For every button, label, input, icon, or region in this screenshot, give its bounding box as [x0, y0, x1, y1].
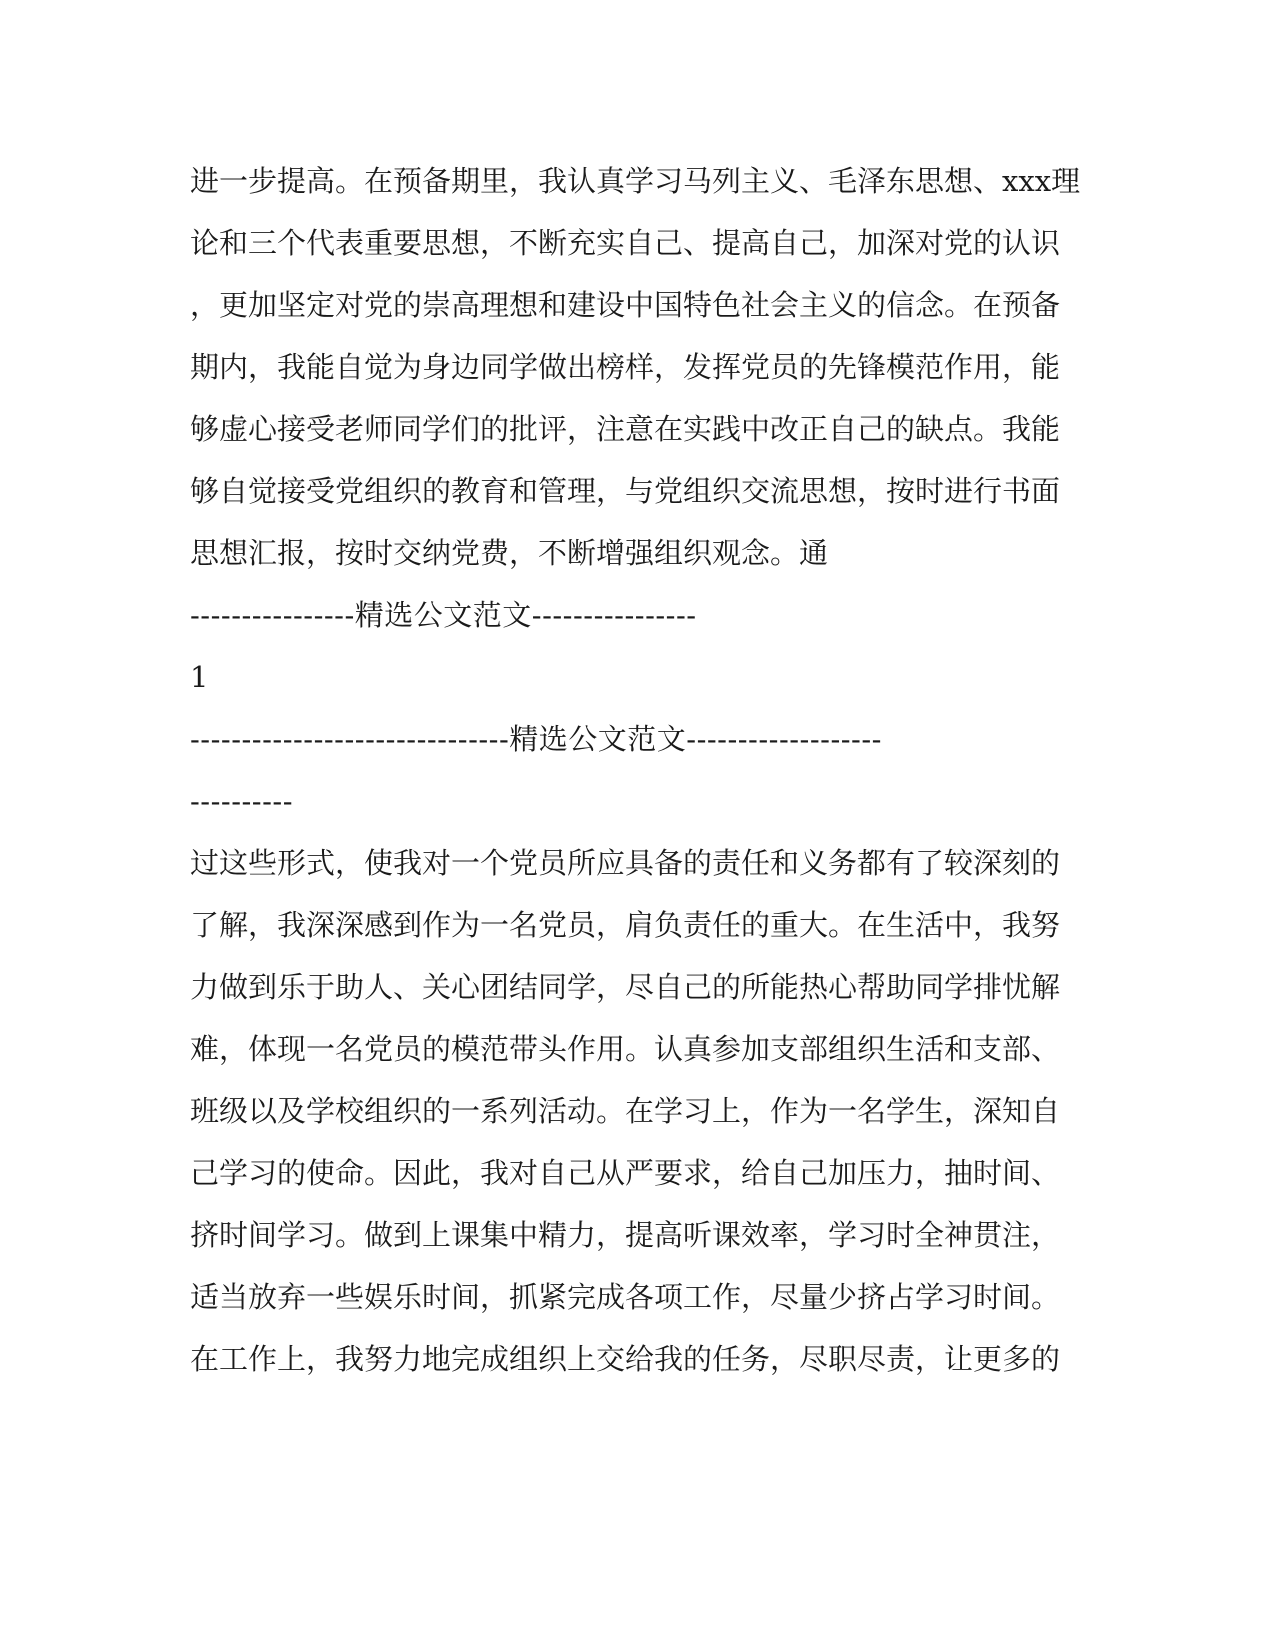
body-text-line: 力做到乐于助人、关心团结同学，尽自己的所能热心帮助同学排忧解 — [190, 970, 1061, 1004]
body-text-line: 适当放弃一些娱乐时间，抓紧完成各项工作，尽量少挤占学习时间。 — [190, 1280, 1061, 1314]
header-divider: -------------------------------精选公文范文------------------- — [190, 722, 882, 756]
body-text-line: 期内，我能自觉为身边同学做出榜样，发挥党员的先锋模范作用，能 — [190, 350, 1061, 384]
header-divider-continuation: ---------- — [190, 784, 293, 818]
body-text-line: 进一步提高。在预备期里，我认真学习马列主义、毛泽东思想、xxx理 — [190, 164, 1081, 198]
body-text-line: 挤时间学习。做到上课集中精力，提高听课效率，学习时全神贯注， — [190, 1218, 1061, 1252]
body-text-line: 够虚心接受老师同学们的批评，注意在实践中改正自己的缺点。我能 — [190, 412, 1061, 446]
body-text-line: ，更加坚定对党的崇高理想和建设中国特色社会主义的信念。在预备 — [190, 288, 1061, 322]
page-number: 1 — [190, 660, 209, 694]
body-text-line: 己学习的使命。因此，我对自己从严要求，给自己加压力，抽时间、 — [190, 1156, 1061, 1190]
body-text-line: 班级以及学校组织的一系列活动。在学习上，作为一名学生，深知自 — [190, 1094, 1061, 1128]
body-text-line: 在工作上，我努力地完成组织上交给我的任务，尽职尽责，让更多的 — [190, 1342, 1061, 1376]
body-text-line: 难，体现一名党员的模范带头作用。认真参加支部组织生活和支部、 — [190, 1032, 1061, 1066]
footer-divider: ----------------精选公文范文---------------- — [190, 598, 697, 632]
body-text-line: 够自觉接受党组织的教育和管理，与党组织交流思想，按时进行书面 — [190, 474, 1061, 508]
body-text-line: 了解，我深深感到作为一名党员，肩负责任的重大。在生活中，我努 — [190, 908, 1061, 942]
body-text-line: 论和三个代表重要思想，不断充实自己、提高自己，加深对党的认识 — [190, 226, 1061, 260]
body-text-line: 思想汇报，按时交纳党费，不断增强组织观念。通 — [190, 536, 829, 570]
body-text-line: 过这些形式，使我对一个党员所应具备的责任和义务都有了较深刻的 — [190, 846, 1061, 880]
